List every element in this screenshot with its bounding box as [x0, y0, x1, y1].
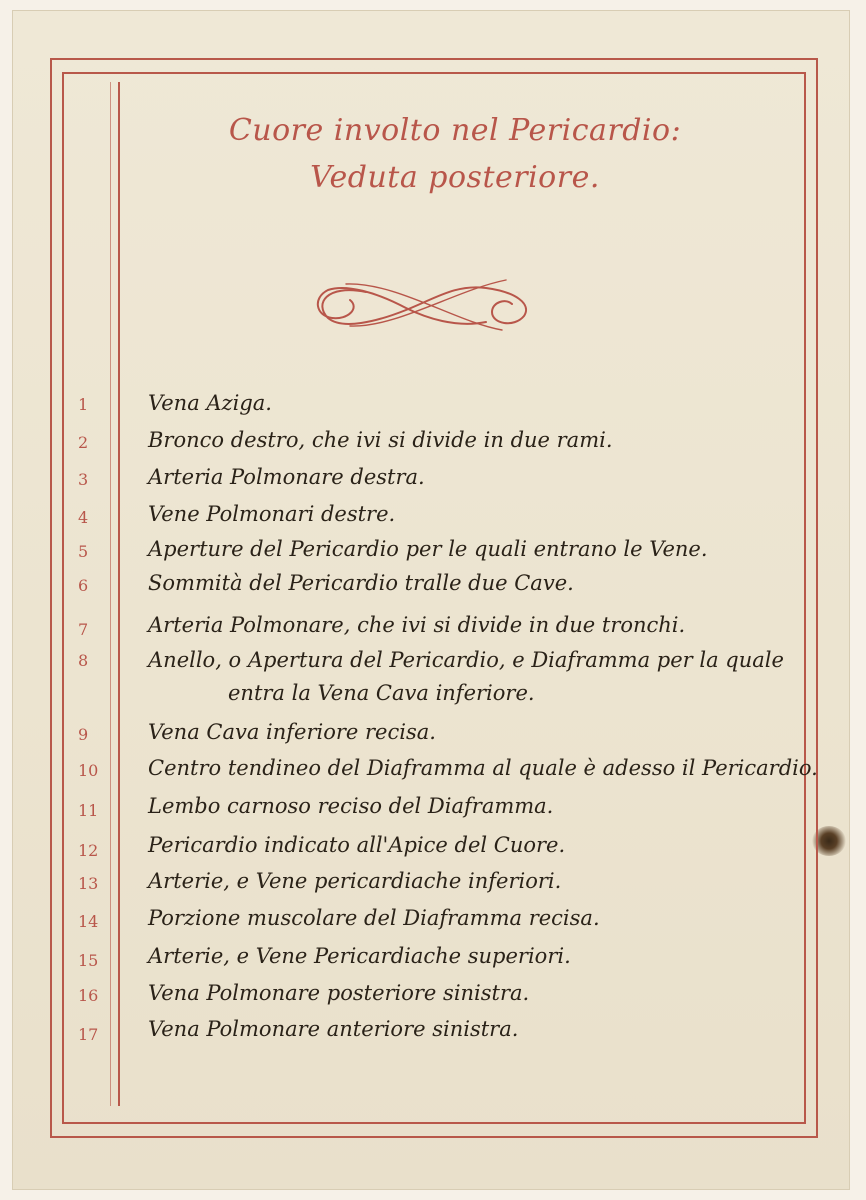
entry-text: Vena Cava inferiore recisa.	[148, 720, 436, 744]
entry-number: 17	[78, 1025, 99, 1044]
entry-text: Porzione muscolare del Diaframma recisa.	[148, 906, 600, 930]
entry-text: Lembo carnoso reciso del Diaframma.	[148, 794, 554, 818]
calligraphic-flourish	[306, 270, 546, 340]
entry-text: Arterie, e Vene Pericardiache superiori.	[148, 944, 571, 968]
entry-text: Vena Polmonare anteriore sinistra.	[148, 1017, 519, 1041]
entry-number: 7	[78, 620, 89, 639]
entry-number: 11	[78, 801, 99, 820]
entry-number: 13	[78, 874, 99, 893]
entry-text: Anello, o Apertura del Pericardio, e Diaframma per la quale	[148, 648, 784, 672]
entry-number: 12	[78, 841, 99, 860]
entry-number: 5	[78, 542, 89, 561]
entry-text: Vena Aziga.	[148, 391, 272, 415]
entry-number: 8	[78, 651, 89, 670]
page-title-line-1: Cuore involto nel Pericardio:	[228, 113, 682, 148]
entry-text: Sommità del Pericardio tralle due Cave.	[148, 571, 574, 595]
entry-text: Aperture del Pericardio per le quali entrano le Vene.	[148, 537, 708, 561]
entry-text: Arterie, e Vene pericardiache inferiori.	[148, 869, 562, 893]
entry-text: Bronco destro, che ivi si divide in due rami.	[148, 428, 613, 452]
entry-text: Arteria Polmonare, che ivi si divide in due tronchi.	[148, 613, 686, 637]
entry-number: 4	[78, 508, 89, 527]
entry-text-continuation: entra la Vena Cava inferiore.	[228, 681, 535, 705]
entry-number: 14	[78, 912, 99, 931]
entry-number: 9	[78, 725, 89, 744]
entry-number: 3	[78, 470, 89, 489]
entry-text: Arteria Polmonare destra.	[148, 465, 425, 489]
page-title-line-2: Veduta posteriore.	[310, 160, 600, 195]
entry-number: 16	[78, 986, 99, 1005]
entry-number: 15	[78, 951, 99, 970]
entry-text: Pericardio indicato all'Apice del Cuore.	[148, 833, 566, 857]
entry-number: 1	[78, 395, 89, 414]
entry-text: Centro tendineo del Diaframma al quale è adesso il Pericardio.	[148, 756, 818, 780]
entry-number: 6	[78, 576, 89, 595]
entry-text: Vene Polmonari destre.	[148, 502, 396, 526]
margin-rule	[118, 82, 120, 1106]
entry-number: 2	[78, 433, 89, 452]
entry-text: Vena Polmonare posteriore sinistra.	[148, 981, 530, 1005]
entry-number: 10	[78, 761, 99, 780]
